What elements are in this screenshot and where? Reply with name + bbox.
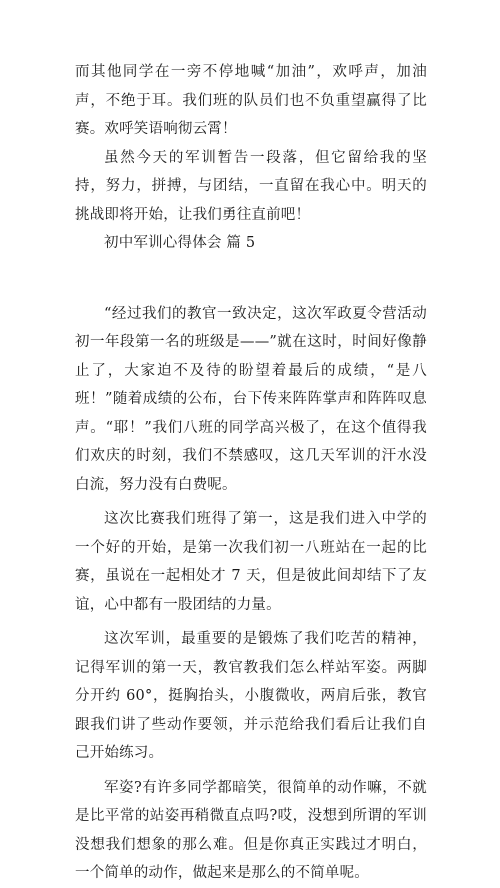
paragraph-reflection: 军姿?有许多同学都暗笑，很简单的动作嘛，不就是比平常的站姿再稍微直点吗?哎，没想到所谓的军训没想我们想象的那么难。但是你真正实践过才明白，一个简单的动作，做起来是那么的不简单呢。 <box>75 779 427 881</box>
paragraph-standing-training: 这次军训，最重要的是锻炼了我们吃苦的精神，记得军训的第一天，教官教我们怎么样站军姿。两脚分开约 60°，挺胸抬头，小腹微收，两肩后张，教官跟我们讲了些动作要领，并示范给我们看后让我们自己开始练习。 <box>75 631 427 761</box>
document-body <box>75 58 427 888</box>
paragraph-first-place: 这次比赛我们班得了第一，这是我们进入中学的一个好的开始，是第一次我们初一八班站在一起的比赛，虽说在一起相处才 7 天，但是彼此间却结下了友谊，心中都有一股团结的力量。 <box>75 511 427 613</box>
section-heading: 初中军训心得体会 篇 5 <box>104 235 256 251</box>
paragraph-cheering: 而其他同学在一旁不停地喊“加油”，欢呼声，加油声，不绝于耳。我们班的队员们也不负重望赢得了比赛。欢呼笑语响彻云霄！ <box>75 64 427 137</box>
spacer <box>75 258 427 300</box>
paragraph-conclusion: 虽然今天的军训暂告一段落，但它留给我的坚持，努力，拼搏，与团结，一直留在我心中。明天的挑战即将开始，让我们勇往直前吧！ <box>75 149 427 223</box>
paragraph-announcement: “经过我们的教官一致决定，这次军政夏令营活动初一年段第一名的班级是——”就在这时，时间好像静止了，大家迫不及待的盼望着最后的成绩，“是八班！”随着成绩的公布，台下传来阵阵掌声和阵阵叹息声。“耶！”我们八班的同学高兴极了，在这个值得我们欢庆的时刻，我们不禁感叹，这几天军训的汗水没白流，努力没有白费呢。 <box>75 305 427 493</box>
